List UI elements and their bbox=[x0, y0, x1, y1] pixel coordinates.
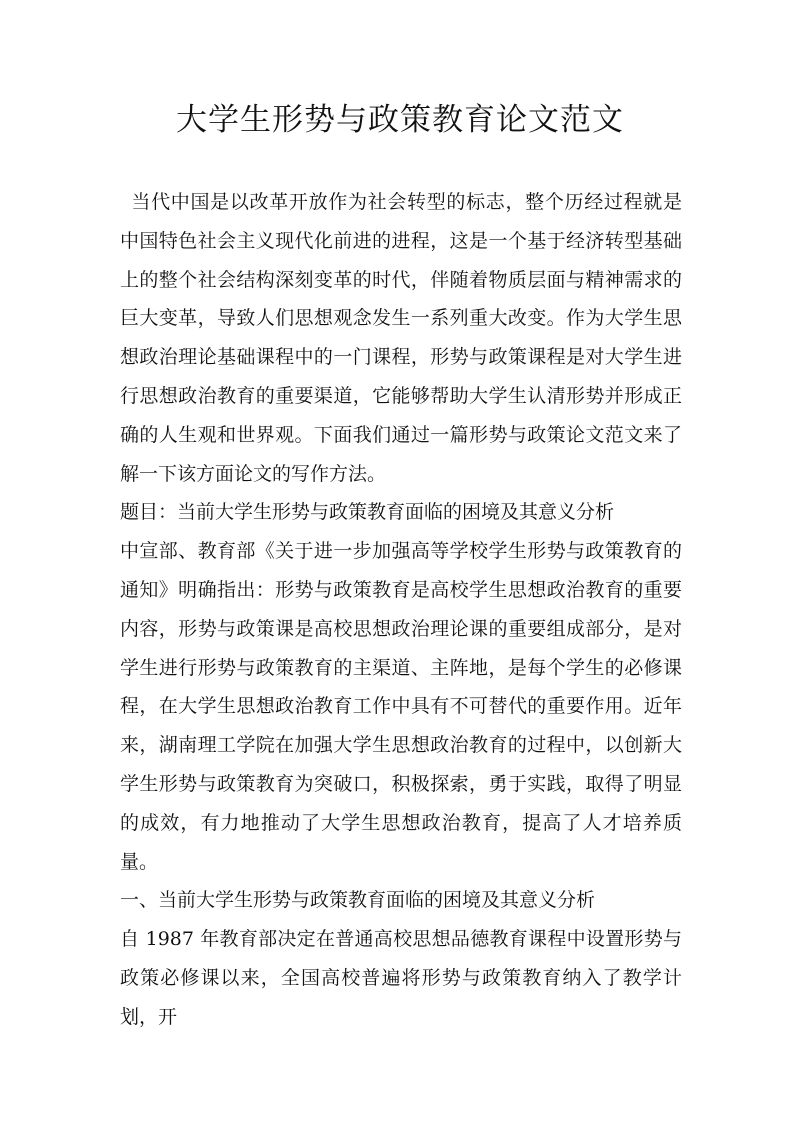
section-heading: 一、当前大学生形势与政策教育面临的困境及其意义分析 bbox=[120, 889, 596, 912]
paragraph-topic: 题目：当前大学生形势与政策教育面临的困境及其意义分析 bbox=[120, 501, 615, 524]
document-title: 大学生形势与政策教育论文范文 bbox=[176, 102, 624, 138]
paragraph-notice: 中宣部、教育部《关于进一步加强高等学校学生形势与政策教育的通知》明确指出：形势与政策教育是高校学生思想政治教育的重要内容，形势与政策课是高校思想政治理论课的重要组成部分，是对学生进行形势与政策教育的主渠道、主阵地，是每个学生的必修课程，在大学生思想政治教育工作中具有不可替代的重要作用。近年来，湖南理工学院在加强大学生思想政治教育的过程中，以创新大学生形势与政策教育为突破口，积极探索，勇于实践，取得了明显的成效，有力地推动了大学生思想政治教育，提高了人才培养质量。 bbox=[120, 540, 682, 873]
document-body bbox=[120, 183, 682, 1037]
paragraph-history: 自 1987 年教育部决定在普通高校思想品德教育课程中设置形势与政策必修课以来，全国高校普遍将形势与政策教育纳入了教学计划，开 bbox=[120, 928, 682, 1028]
paragraph-intro: 当代中国是以改革开放作为社会转型的标志，整个历经过程就是中国特色社会主义现代化前进的进程，这是一个基于经济转型基础上的整个社会结构深刻变革的时代，伴随着物质层面与精神需求的巨大变革，导致人们思想观念发生一系列重大改变。作为大学生思想政治理论基础课程中的一门课程，形势与政策课程是对大学生进行思想政治教育的重要渠道，它能够帮助大学生认清形势并形成正确的人生观和世界观。下面我们通过一篇形势与政策论文范文来了解一下该方面论文的写作方法。 bbox=[120, 191, 682, 485]
